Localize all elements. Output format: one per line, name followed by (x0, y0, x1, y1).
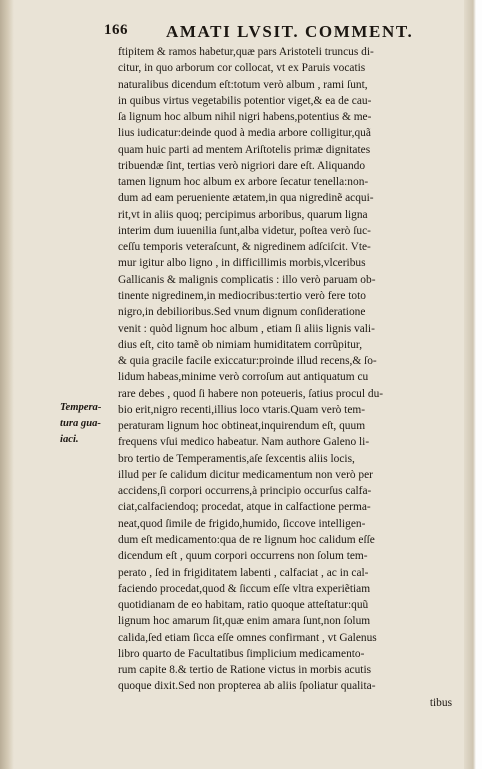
page-number: 166 (104, 22, 128, 38)
text-line: peraturam lignum hoc obtineat,inquirendum eſt, quum (118, 420, 366, 433)
text-line: rare debes , quod ſi habere non poteueris, ſatius procul du- (118, 387, 384, 400)
text-line: bro tertio de Temperamentis,aſe ſexcentis aliis locis, (118, 452, 355, 465)
running-title: AMATI LVSIT. COMMENT. (166, 22, 414, 41)
text-line: lignum hoc amarum ſit,quæ enim amara ſunt,non ſolum (118, 615, 371, 628)
body-text (118, 44, 456, 711)
text-line: tamen lignum hoc album ex arbore ſecatur tenella:non- (118, 176, 369, 189)
text-line: tribuendæ ſint, tertias verò nigriori dare eſt. Aliquando (118, 159, 366, 172)
text-line: ſa lignum hoc album nihil nigri habens,potentius & me- (118, 111, 372, 124)
text-line: dicendum eſt , quum corpori occurrens non ſolum tem- (118, 550, 368, 563)
text-line: faciendo procedat,quod & ſiccum eſſe vltra experiẽtiam (118, 582, 371, 595)
text-line: illud per ſe calidum dicitur medicamentum non verò per (118, 468, 373, 481)
text-line: Gallicanis & malignis complicatis : illo verò paruam ob- (118, 273, 376, 286)
text-line: quoque dixit.Sed non propterea ab aliis ſpoliatur qualita- (118, 680, 376, 693)
text-line: lidum habeas,minime verò corroſum aut antiquatum cu (118, 371, 369, 384)
text-line: neat,quod ſimile de frigido,humido, ſiccove intelligen- (118, 517, 366, 530)
text-line: ftipitem & ramos habetur,quæ pars Aristoteli truncus di- (118, 46, 374, 58)
text-line: naturalibus dicendum eſt:totum verò album , rami ſunt, (118, 78, 368, 91)
text-line: bio erit,nigro recenti,illius loco vtaris.Quam verò tem- (118, 403, 366, 416)
text-line: nigro,in debilioribus.Sed vnum dignum conſideratione (118, 306, 366, 319)
text-line: perato , ſed in frigiditatem labenti , calfaciat , ac in cal- (118, 566, 369, 579)
text-line: citur, in quo arborum cor collocat, vt ex Paruis vocatis (118, 62, 366, 75)
text-line: dius eſt, cito tamẽ ob nimiam humiditatem corrũpitur, (118, 338, 363, 351)
text-line: frequens vſui medico habeatur. Nam authore Galeno li- (118, 436, 370, 449)
text-line: dum ad eam perueniente ætatem,in qua nigredinẽ acqui- (118, 192, 374, 205)
text-line: accidens,ſi corpori occurrens,à principio occurſus calfa- (118, 485, 372, 498)
text-line: dum eſt medicamento:qua de re lignum hoc calidum eſſe (118, 533, 375, 546)
text-line: tinente nigredinem,in mediocribus:tertio verò fere toto (118, 289, 366, 302)
text-line: ceſſu temporis veteraſcunt, & nigredinem adſciſcit. Vte- (118, 241, 371, 254)
text-line: rit,vt in aliis quoq; percipimus arboribus, quarum ligna (118, 208, 368, 221)
marginal-note-line: Tempera- (60, 402, 102, 413)
text-line: calida,ſed etiam ſicca eſſe omnes confirmant , vt Galenus (118, 631, 377, 644)
marginal-note-line: iaci. (60, 434, 79, 445)
text-line: venit : quòd lignum hoc album , etiam ſi aliis lignis vali- (118, 322, 375, 335)
text-line: quam huic parti ad mentem Ariſtotelis primæ dignitates (118, 143, 371, 156)
page-header (96, 22, 456, 42)
text-line: tibus (429, 696, 452, 709)
text-line: libro quarto de Facultatibus ſimplicium medicamento- (118, 647, 365, 660)
marginal-note-line: tura gua- (60, 418, 101, 429)
marginal-note (60, 400, 116, 448)
text-line: & quia gracile facile exiccatur:proinde illud recens,& ſo- (118, 355, 377, 368)
text-line: rum capite 8.& tertio de Ratione victus in morbis acutis (118, 664, 372, 677)
text-line: lius iudicatur:deinde quod à media arbore colligitur,quã (118, 127, 371, 140)
text-line: interim dum iuuenilia ſunt,alba videtur, poſtea verò ſuc- (118, 224, 371, 237)
text-line: ciat,calfaciendoq; procedat, atque in calfactione perma- (118, 501, 371, 514)
text-line: quotidianam de eo habitam, ratio quoque atteſtatur:quũ (118, 599, 369, 612)
page-gutter-shadow (0, 0, 14, 769)
text-line: in quibus virtus vegetabilis potentior viget,& ea de cau- (118, 94, 372, 107)
page-edge (464, 0, 482, 769)
text-line: mur igitur albo ligno , in difficillimis morbis,vlceribus (118, 257, 366, 270)
